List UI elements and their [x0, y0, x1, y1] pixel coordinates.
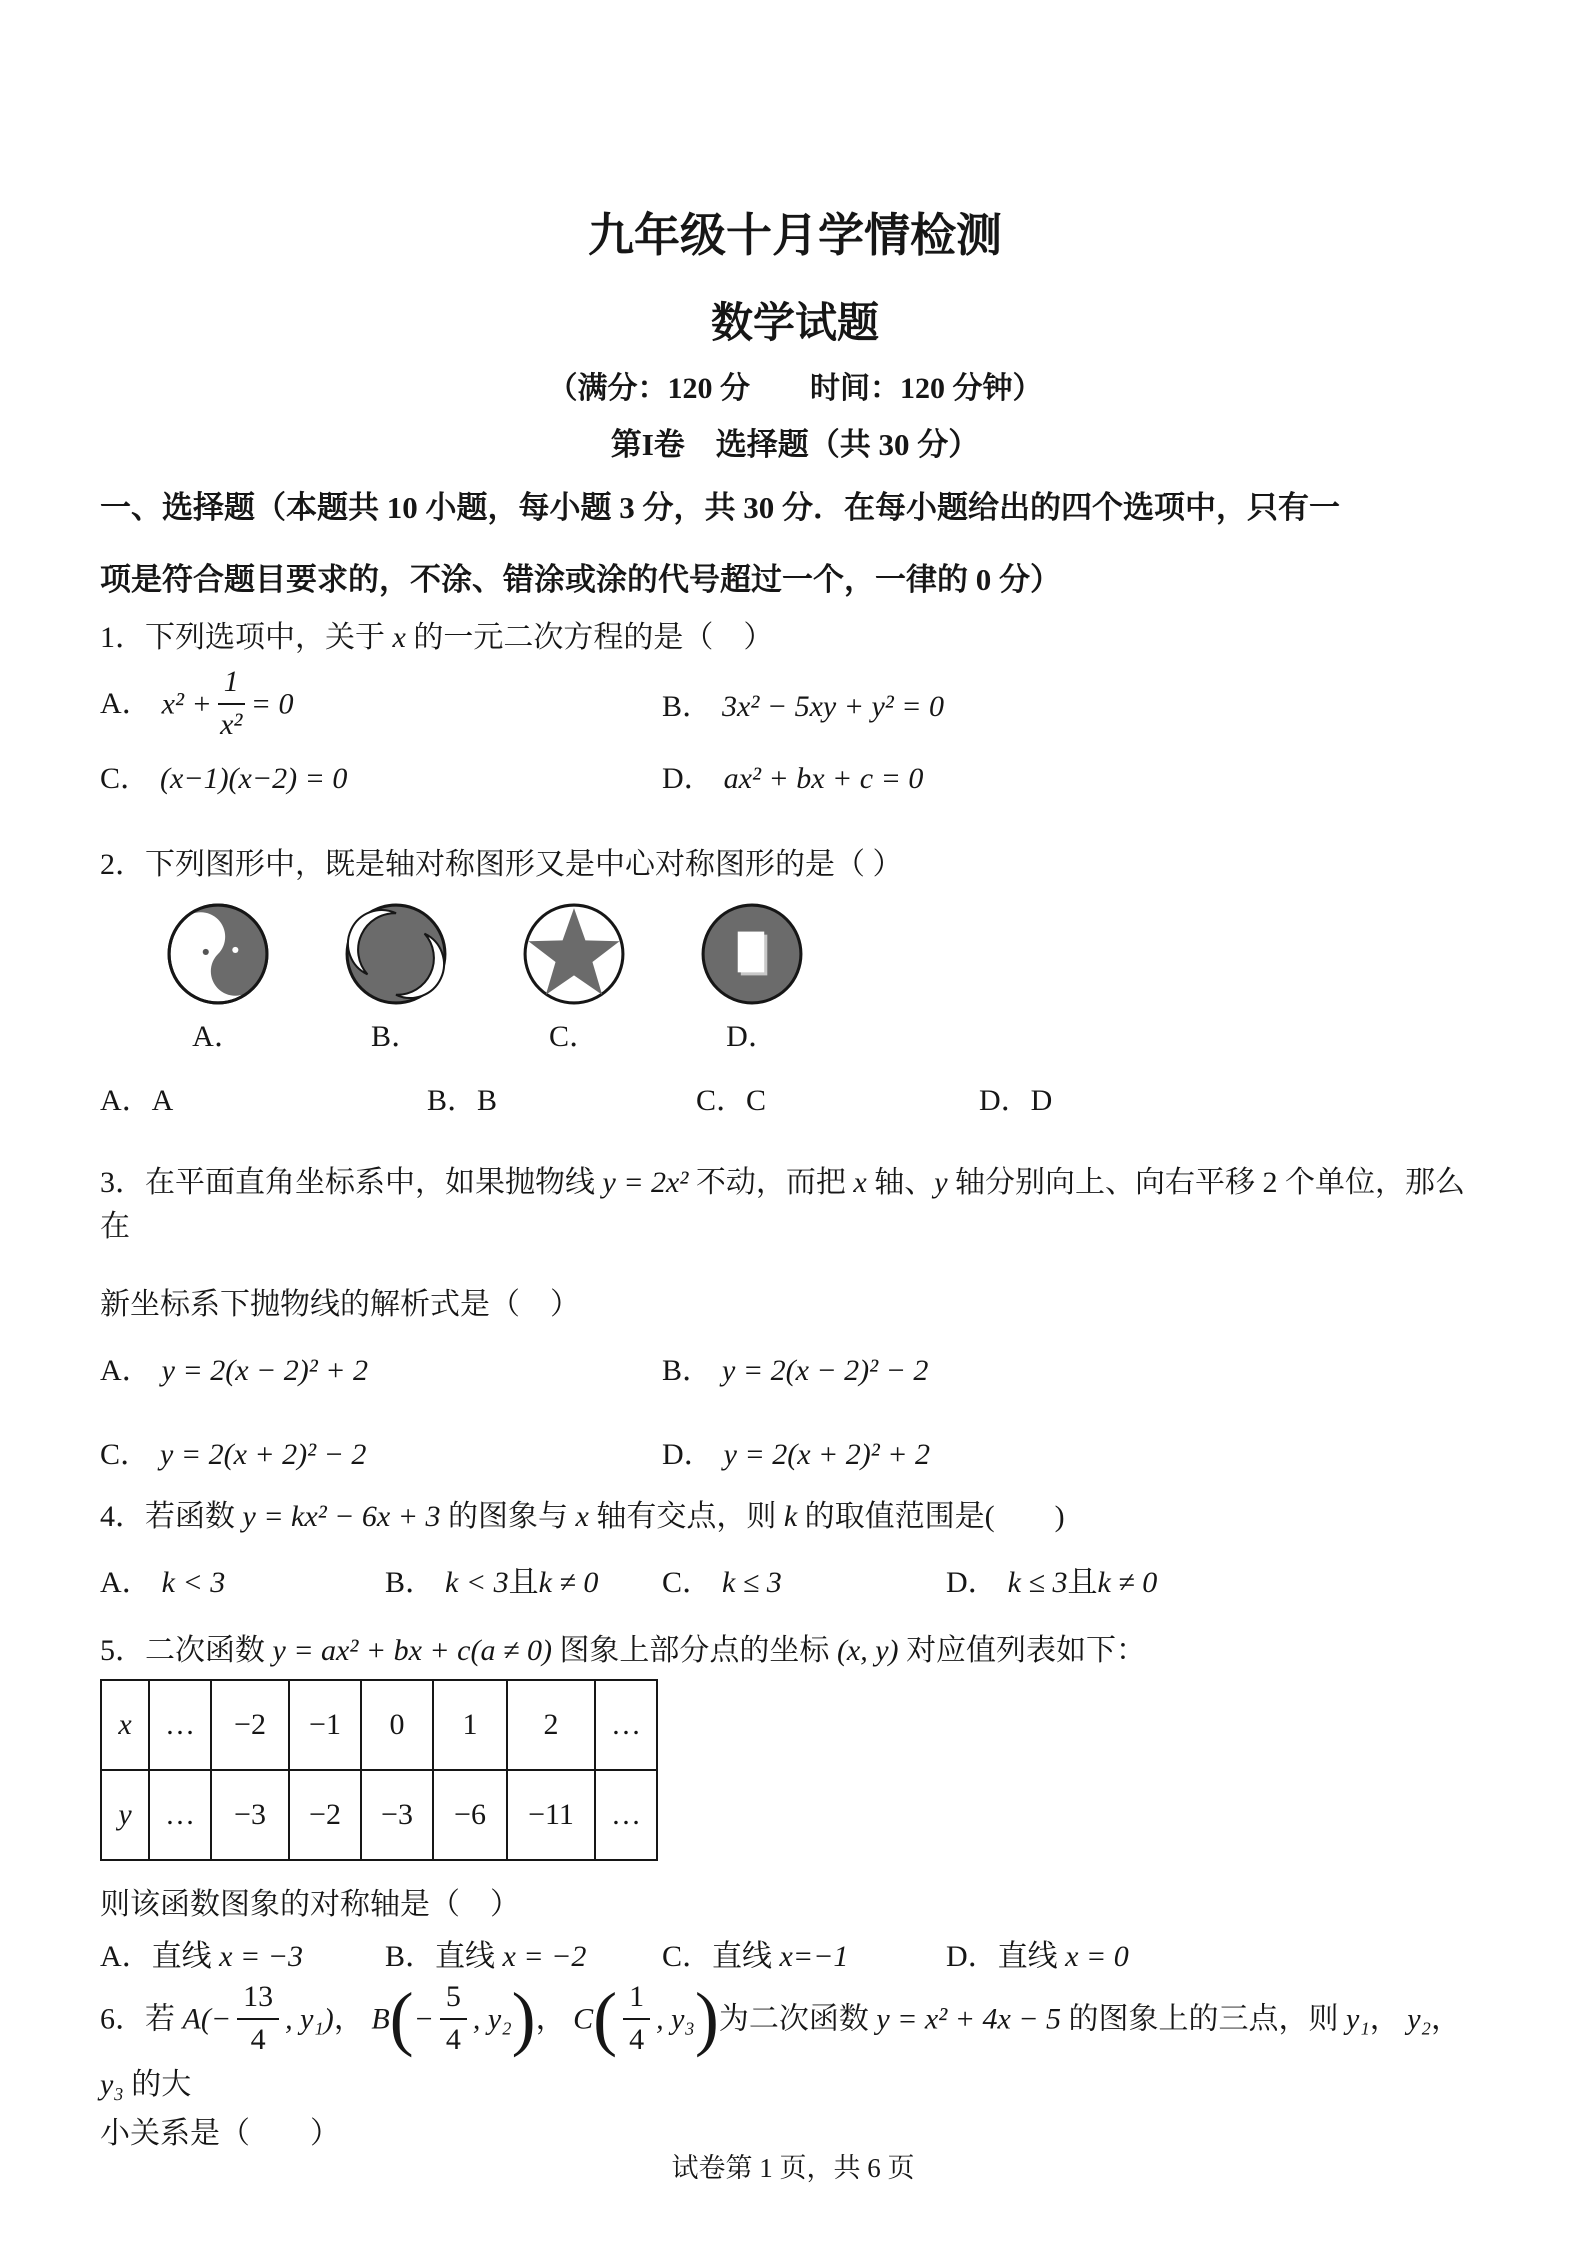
numerator: 1: [218, 665, 245, 705]
exam-meta-line: （满分：120 分 时间：120 分钟）: [547, 372, 1043, 405]
math-expression: x² +: [161, 687, 212, 721]
stem-text: ，: [333, 2002, 372, 2036]
question-4-stem: [100, 1495, 1490, 1539]
option-2b: B．B: [427, 1084, 498, 1117]
question-2-figures: [162, 901, 1490, 1057]
section-heading: 第I卷 选择题（共 30 分）: [610, 427, 980, 462]
option-3d: [662, 1431, 1490, 1479]
math-variable: y: [934, 1166, 948, 1199]
question-4-options: [100, 1561, 1490, 1605]
option-label: B．: [662, 689, 713, 723]
math-expression: (−: [200, 2002, 232, 2036]
option-2a: A．A: [100, 1084, 174, 1117]
option-1d: [662, 755, 1490, 803]
math-expression: y = x² + 4x − 5: [876, 2002, 1062, 2036]
instructions-line-1: 一、选择题（本题共 10 小题，每小题 3 分，共 30 分．在每小题给出的四个选项中，只有一: [100, 490, 1340, 525]
math-expression: x = 0: [1065, 1940, 1129, 1973]
math-expression: y = kx² − 6x + 3: [242, 1500, 441, 1533]
math-expression: , y₂: [472, 2002, 512, 2036]
option-1b: [662, 683, 1490, 731]
math-expression: y = 2(x − 2)² + 2: [161, 1354, 369, 1387]
option-5c: [662, 1935, 946, 1979]
table-cell: y: [101, 1770, 149, 1860]
fraction: [440, 1980, 467, 2057]
option-label: C．: [100, 1438, 151, 1471]
stem-text: 的取值范围是( ): [797, 1500, 1065, 1533]
left-paren: (: [593, 1977, 618, 2058]
math-variable: x: [853, 1166, 867, 1199]
figure-c: [518, 901, 630, 1057]
coin-image: [697, 901, 807, 1007]
stem-text: 为二次函数: [718, 2002, 877, 2036]
table-cell: −2: [289, 1770, 361, 1860]
question-1-stem: [100, 616, 1490, 660]
option-5d: [946, 1935, 1129, 1979]
conjunction-text: 且: [508, 1566, 539, 1599]
table-cell: …: [149, 1680, 211, 1770]
math-expression: k ≠ 0: [1097, 1566, 1158, 1599]
numerator: 1: [623, 1980, 650, 2020]
stem-text: 1．下列选项中，关于: [100, 621, 393, 654]
question-2-stem: 2．下列图形中，既是轴对称图形又是中心对称图形的是（ ）: [100, 848, 903, 881]
right-paren: ): [694, 1977, 719, 2058]
point-c: C: [573, 2002, 594, 2036]
page-title: 九年级十月学情检测: [588, 210, 1002, 261]
table-cell: −3: [361, 1770, 433, 1860]
stem-text: ，: [1369, 2002, 1408, 2036]
table-cell: −2: [211, 1680, 289, 1770]
option-4b: [385, 1561, 662, 1605]
stem-text: 不动，而把: [688, 1166, 854, 1199]
math-variable: y₁: [1346, 2002, 1370, 2036]
math-expression: y = 2(x + 2)² + 2: [723, 1438, 931, 1471]
denominator: 4: [445, 2022, 461, 2056]
table-cell: −3: [211, 1770, 289, 1860]
question-3: [100, 1161, 1490, 1479]
instructions: [100, 472, 1490, 616]
stem-text: 图象上部分点的坐标: [551, 1634, 837, 1667]
star-image: [519, 901, 629, 1007]
option-label: B．: [662, 1354, 713, 1387]
math-expression: ax² + bx + c = 0: [723, 762, 924, 795]
stem-text: 轴分别向上、向右平移 2 个单位，那么在: [100, 1166, 1466, 1243]
option-3c: [100, 1431, 662, 1479]
option-5b: [385, 1935, 662, 1979]
figure-c-caption: C．: [548, 1020, 599, 1053]
option-label: C．: [662, 1566, 713, 1599]
question-4: [100, 1495, 1490, 1605]
figure-d: [696, 901, 808, 1057]
table-cell: −1: [289, 1680, 361, 1770]
table-cell: 0: [361, 1680, 433, 1770]
stem-text: 的图象上的三点，则: [1061, 2002, 1347, 2036]
numerator: 13: [237, 1980, 279, 2020]
math-variable: y₃: [100, 2068, 124, 2101]
math-variable: y₂: [1407, 2002, 1432, 2036]
option-label: D．: [662, 1438, 714, 1471]
page-subtitle: 数学试题: [710, 301, 879, 347]
math-expression: x = −2: [502, 1940, 587, 1973]
math-expression: −: [413, 2002, 434, 2036]
option-label: D．: [662, 762, 714, 795]
stem-text: 6．若: [100, 2002, 183, 2036]
table-cell: …: [595, 1770, 657, 1860]
option-4d: [946, 1561, 1157, 1605]
table-cell: 1: [433, 1680, 507, 1770]
math-expression: y = 2(x − 2)² − 2: [722, 1354, 929, 1387]
option-2c: C．C: [696, 1084, 767, 1117]
math-variable: k: [783, 1500, 798, 1533]
question-2: [100, 843, 1490, 1123]
math-expression: (x−1)(x−2) = 0: [160, 762, 348, 795]
math-expression: (x, y): [836, 1634, 899, 1667]
stem-text: 3．在平面直角坐标系中，如果抛物线: [100, 1166, 603, 1199]
math-expression: y = ax² + bx + c(a ≠ 0): [272, 1634, 552, 1667]
option-label: D．直线: [946, 1940, 1066, 1973]
right-paren: ): [511, 1977, 536, 2058]
question-5-post: 则该函数图象的对称轴是（ ）: [100, 1888, 520, 1921]
left-paren: (: [389, 1977, 414, 2058]
table-cell: −11: [507, 1770, 595, 1860]
stem-text: 4．若函数: [100, 1500, 243, 1533]
math-variable: x: [575, 1500, 589, 1533]
stem-text: 5．二次函数: [100, 1634, 273, 1667]
question-6-stem-line-2: 小关系是（ ）: [100, 2117, 340, 2150]
math-expression: = 0: [250, 687, 294, 721]
fraction: [623, 1980, 650, 2057]
table-cell: −6: [433, 1770, 507, 1860]
denominator: 4: [250, 2022, 266, 2056]
table-cell: …: [149, 1770, 211, 1860]
math-expression: k < 3: [445, 1566, 509, 1599]
numerator: 5: [440, 1980, 467, 2020]
option-label: B．直线: [385, 1940, 503, 1973]
math-expression: x=−1: [779, 1940, 849, 1973]
math-variable: x: [392, 621, 406, 654]
option-4c: [662, 1561, 946, 1605]
stem-text: ，: [535, 2002, 574, 2036]
option-1c: [100, 755, 662, 803]
math-expression: k ≤ 3: [722, 1566, 782, 1599]
option-3b: [662, 1347, 1490, 1395]
page-footer: 试卷第 1 页，共 6 页: [671, 2153, 915, 2183]
question-6: [100, 1977, 1490, 2156]
table-row-y: [101, 1770, 657, 1860]
point-a: A: [182, 2002, 201, 2036]
stem-text: 的图象与: [440, 1500, 576, 1533]
math-expression: 3x² − 5xy + y² = 0: [722, 689, 944, 723]
table-cell: 2: [507, 1680, 595, 1770]
yin-yang-image: [163, 901, 273, 1007]
option-5a: [100, 1935, 385, 1979]
stem-text: 的一元二次方程的是（ ）: [405, 621, 774, 654]
stem-text: 轴、: [866, 1166, 935, 1199]
option-label: B．: [385, 1566, 436, 1599]
math-expression: k ≤ 3: [1007, 1566, 1068, 1599]
stem-text: 对应值列表如下：: [898, 1634, 1147, 1667]
table-cell: x: [101, 1680, 149, 1770]
value-table: [100, 1679, 658, 1861]
option-label: A．: [100, 1354, 152, 1387]
math-expression: y = 2x²: [602, 1166, 689, 1199]
option-label: D．: [946, 1566, 998, 1599]
question-3-options: [100, 1347, 1490, 1479]
question-3-stem-line-1: [100, 1161, 1490, 1249]
fraction: [237, 1980, 279, 2057]
math-expression: y = 2(x + 2)² − 2: [160, 1438, 367, 1471]
table-row-x: [101, 1680, 657, 1770]
question-2-options: [100, 1079, 1490, 1123]
figure-b: [340, 901, 452, 1057]
question-5-stem: [100, 1629, 1490, 1673]
math-expression: k < 3: [161, 1566, 226, 1599]
figure-a: [162, 901, 274, 1057]
fraction: [218, 665, 245, 742]
question-1: [100, 616, 1490, 803]
option-4a: [100, 1561, 385, 1605]
math-expression: k ≠ 0: [538, 1566, 599, 1599]
denominator: x²: [220, 707, 243, 741]
figure-b-caption: B．: [370, 1020, 421, 1053]
option-3a: [100, 1347, 662, 1395]
option-label: C．: [100, 762, 151, 795]
denominator: 4: [629, 2022, 645, 2056]
option-label: A．: [100, 687, 152, 721]
table-cell: …: [595, 1680, 657, 1770]
question-3-stem-line-2: 新坐标系下抛物线的解析式是（ ）: [100, 1288, 580, 1321]
swirl-image: [341, 901, 451, 1007]
option-label: A．直线: [100, 1940, 220, 1973]
question-6-stem-line-1: [100, 1977, 1490, 2110]
figure-a-caption: A．: [192, 1020, 244, 1053]
option-1a: [100, 665, 662, 745]
point-b: B: [371, 2002, 390, 2036]
instructions-line-2: 项是符合题目要求的，不涂、错涂或涂的代号超过一个，一律的 0 分）: [100, 562, 1061, 597]
math-expression: , y₁): [285, 2002, 334, 2036]
question-5: [100, 1629, 1490, 1979]
option-label: C．直线: [662, 1940, 780, 1973]
stem-text: 的大: [123, 2068, 192, 2101]
question-5-options: [100, 1935, 1490, 1979]
question-1-options: [100, 665, 1490, 803]
option-2d: D．D: [979, 1084, 1053, 1117]
math-expression: , y₃: [656, 2002, 695, 2036]
figure-d-caption: D．: [726, 1020, 778, 1053]
conjunction-text: 且: [1067, 1566, 1098, 1599]
stem-text: ，: [1431, 2002, 1462, 2036]
math-expression: x = −3: [219, 1940, 303, 1973]
stem-text: 轴有交点，则: [588, 1500, 784, 1533]
option-label: A．: [100, 1566, 152, 1599]
